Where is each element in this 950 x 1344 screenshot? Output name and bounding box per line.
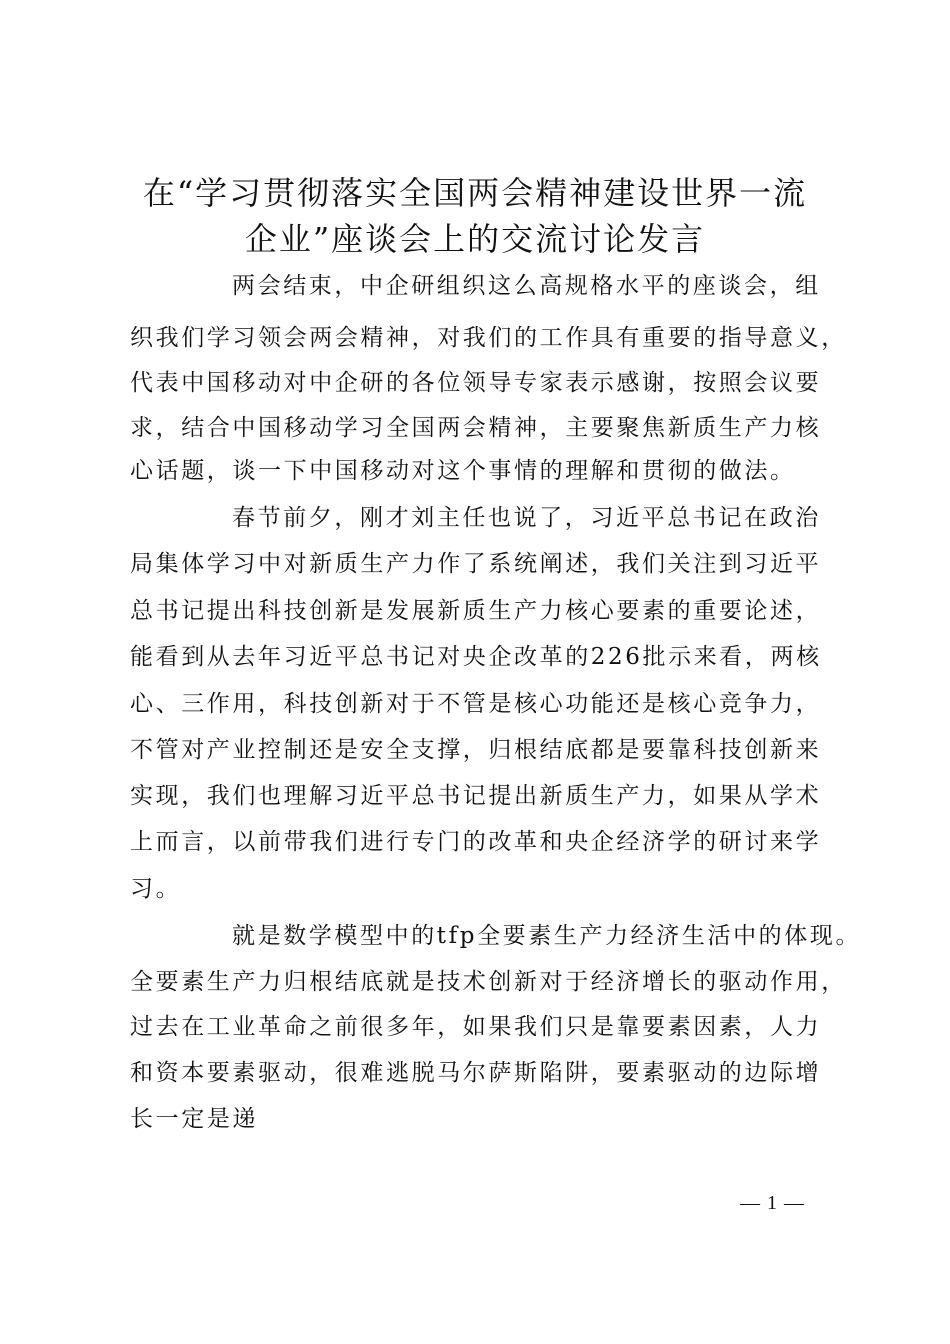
body-line: 局集体学习中对新质生产力作了系统阐述，我们关注到习近平 [130, 551, 822, 577]
body-line: 织我们学习领会两会精神，对我们的工作具有重要的指导意义， [130, 325, 847, 351]
body-line: 春节前夕，刚才刘主任也说了，习近平总书记在政治 [232, 505, 821, 531]
body-line: 求，结合中国移动学习全国两会精神，主要聚焦新质生产力核 [130, 415, 822, 441]
body-line: 心、三作用，科技创新对于不管是核心功能还是核心竞争力， [130, 691, 822, 717]
body-line: 能看到从去年习近平总书记对央企改革的226批示来看，两核 [130, 644, 822, 670]
body-line: 上而言，以前带我们进行专门的改革和央企经济学的研讨来学 [130, 829, 822, 855]
body-line: 和资本要素驱动，很难逃脱马尔萨斯陷阱，要素驱动的边际增 [130, 1060, 822, 1086]
body-line: 两会结束，中企研组织这么高规格水平的座谈会，组 [232, 273, 821, 299]
document-title-line-2: 企业”座谈会上的交流讨论发言 [244, 220, 706, 258]
body-line: 全要素生产力归根结底就是技术创新对于经济增长的驱动作用， [130, 969, 847, 995]
document-title-line-1: 在“学习贯彻落实全国两会精神建设世界一流 [142, 174, 808, 212]
page-number: — 1 — [740, 1192, 805, 1214]
body-line: 总书记提出科技创新是发展新质生产力核心要素的重要论述， [130, 598, 822, 624]
body-line: 过去在工业革命之前很多年，如果我们只是靠要素因素，人力 [130, 1014, 822, 1040]
body-line: 代表中国移动对中企研的各位领导专家表示感谢，按照会议要 [130, 370, 822, 396]
body-line: 实现，我们也理解习近平总书记提出新质生产力，如果从学术 [130, 783, 822, 809]
body-line: 不管对产业控制还是安全支撑，归根结底都是要靠科技创新来 [130, 737, 822, 763]
body-line: 心话题，谈一下中国移动对这个事情的理解和贯彻的做法。 [130, 458, 796, 484]
body-line: 习。 [130, 876, 182, 902]
body-line: 长一定是递 [130, 1106, 258, 1132]
body-line: 就是数学模型中的tfp全要素生产力经济生活中的体现。 [232, 923, 862, 949]
